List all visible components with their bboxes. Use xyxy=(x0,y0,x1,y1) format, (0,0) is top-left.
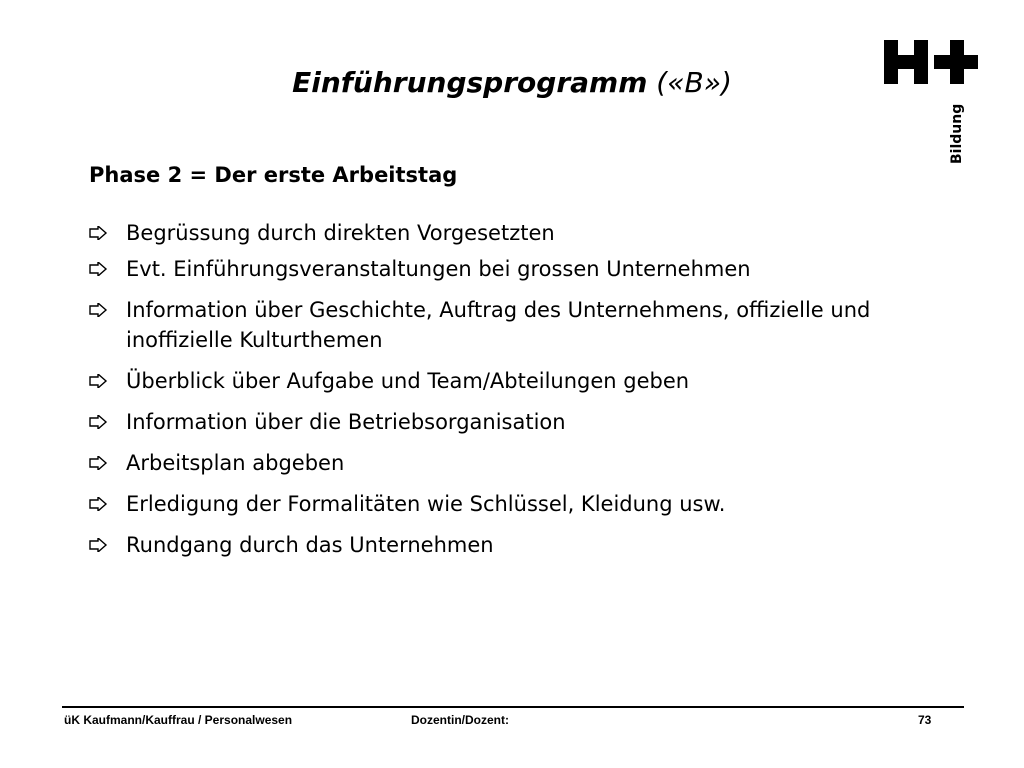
bullet-text: Überblick über Aufgabe und Team/Abteilungen geben xyxy=(126,369,690,393)
page-number: 73 xyxy=(918,713,932,727)
footer-course: üK Kaufmann/Kauffrau / Personalwesen xyxy=(64,713,293,727)
list-item xyxy=(88,407,928,437)
slide-title-suffix: («B») xyxy=(647,66,732,99)
h-plus-bildung-logo xyxy=(884,40,978,168)
list-item xyxy=(88,366,928,396)
list-item xyxy=(88,254,928,284)
bullet-text: Information über Geschichte, Auftrag des Unternehmens, offizielle und inoffizielle Kulturthemen xyxy=(126,298,871,352)
logo-subtext: Bildung xyxy=(949,103,965,164)
bullet-text: Arbeitsplan abgeben xyxy=(126,451,345,475)
arrow-bullet-icon xyxy=(88,415,108,429)
arrow-bullet-icon xyxy=(88,497,108,511)
arrow-bullet-icon xyxy=(88,226,108,240)
list-item xyxy=(88,218,928,248)
bullet-text: Erledigung der Formalitäten wie Schlüssel, Kleidung usw. xyxy=(126,492,726,516)
list-item xyxy=(88,295,928,355)
list-item xyxy=(88,530,928,560)
bullet-list xyxy=(88,218,928,571)
slide-title-main: Einführungsprogramm xyxy=(292,66,648,99)
arrow-bullet-icon xyxy=(88,262,108,276)
slide-title xyxy=(0,66,1024,99)
arrow-bullet-icon xyxy=(88,456,108,470)
bullet-text: Information über die Betriebsorganisation xyxy=(126,410,566,434)
bullet-text: Evt. Einführungsveranstaltungen bei grossen Unternehmen xyxy=(126,257,751,281)
arrow-bullet-icon xyxy=(88,538,108,552)
arrow-bullet-icon xyxy=(88,374,108,388)
bullet-text: Begrüssung durch direkten Vorgesetzten xyxy=(126,221,555,245)
footer-lecturer: Dozentin/Dozent: xyxy=(411,713,509,727)
footer-divider xyxy=(62,706,964,708)
bullet-text: Rundgang durch das Unternehmen xyxy=(126,533,494,557)
list-item xyxy=(88,448,928,478)
list-item xyxy=(88,489,928,519)
arrow-bullet-icon xyxy=(88,303,108,317)
slide-subtitle: Phase 2 = Der erste Arbeitstag xyxy=(89,163,458,187)
